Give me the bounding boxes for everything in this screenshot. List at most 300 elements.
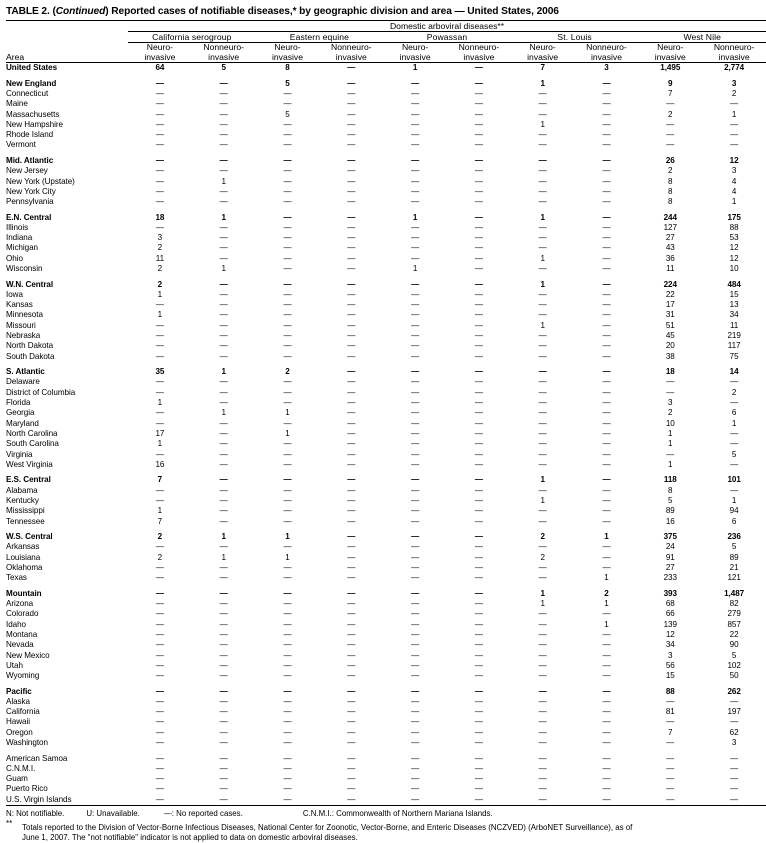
row-cell: 3 xyxy=(157,233,163,243)
row-cell: — xyxy=(411,243,420,253)
row-area-label: South Dakota xyxy=(6,351,55,361)
table-row xyxy=(6,630,766,640)
row-cell: — xyxy=(283,418,292,428)
row-cell: — xyxy=(666,774,675,784)
row-cell: — xyxy=(666,449,675,459)
row-cell: — xyxy=(538,629,547,639)
row-cell: — xyxy=(602,763,611,773)
row-cell: 1 xyxy=(604,531,609,541)
row-cell: 1 xyxy=(731,109,737,119)
row-cell: — xyxy=(219,351,228,361)
row-cell: 8 xyxy=(668,197,673,207)
row-cell: — xyxy=(283,686,292,696)
row-cell: 1 xyxy=(221,408,226,418)
row-area-label: New York City xyxy=(6,186,56,196)
row-cell: — xyxy=(538,696,547,706)
row-cell: — xyxy=(219,707,228,717)
row-cell: — xyxy=(283,573,292,583)
row-cell: — xyxy=(538,130,547,140)
row-cell: — xyxy=(219,300,228,310)
row-area-label: Kentucky xyxy=(6,495,39,505)
row-cell: — xyxy=(602,562,611,572)
row-cell: — xyxy=(602,629,611,639)
row-cell: 1 xyxy=(540,119,545,129)
row-cell: — xyxy=(538,367,547,377)
row-cell: 27 xyxy=(665,233,675,243)
row-cell: 2 xyxy=(157,279,163,289)
row-cell: — xyxy=(219,506,228,516)
row-cell: — xyxy=(602,197,611,207)
row-cell: — xyxy=(474,367,483,377)
row-cell: — xyxy=(602,109,611,119)
row-area-label: Virginia xyxy=(6,449,33,459)
row-cell: — xyxy=(411,784,420,794)
row-cell: — xyxy=(411,588,420,598)
row-cell: — xyxy=(474,351,483,361)
row-cell: 1 xyxy=(668,459,673,469)
row-cell: 3 xyxy=(731,166,737,176)
header-group-eastern-equine: Eastern equine xyxy=(256,32,384,43)
row-cell: 64 xyxy=(155,63,165,73)
header-row-sub xyxy=(6,43,766,63)
row-cell: — xyxy=(474,640,483,650)
row-cell: — xyxy=(730,784,739,794)
row-cell: — xyxy=(602,784,611,794)
row-cell: — xyxy=(602,155,611,165)
row-cell: 34 xyxy=(665,640,675,650)
row-area-label: Tennessee xyxy=(6,516,45,526)
row-cell: — xyxy=(538,794,547,804)
row-cell: 9 xyxy=(668,78,673,88)
row-cell: 1 xyxy=(668,439,673,449)
table-row xyxy=(6,352,766,362)
row-area-label: Mississippi xyxy=(6,506,45,516)
row-cell: — xyxy=(538,428,547,438)
row-area-label: Georgia xyxy=(6,408,35,418)
row-cell: — xyxy=(538,763,547,773)
row-cell: — xyxy=(347,475,356,485)
row-cell: — xyxy=(219,130,228,140)
sub-line2: invasive xyxy=(208,51,240,62)
table-row xyxy=(6,408,766,418)
sub-line2: invasive xyxy=(590,51,622,62)
row-cell: — xyxy=(155,671,164,681)
row-cell: 2 xyxy=(668,408,673,418)
row-cell: 7 xyxy=(157,475,163,485)
row-cell: — xyxy=(219,650,228,660)
sub-line1: Neuro- xyxy=(401,42,429,52)
row-cell: — xyxy=(219,542,228,552)
row-cell: — xyxy=(474,609,483,619)
row-cell: — xyxy=(538,640,547,650)
table-row xyxy=(6,707,766,717)
row-cell: 102 xyxy=(727,660,741,670)
row-cell: — xyxy=(411,717,420,727)
row-cell: — xyxy=(411,485,420,495)
row-cell: — xyxy=(474,289,483,299)
table-row xyxy=(6,110,766,120)
row-cell: — xyxy=(474,243,483,253)
sub-line1: Neuro- xyxy=(529,42,556,52)
row-cell: — xyxy=(219,495,228,505)
row-cell: — xyxy=(474,784,483,794)
row-cell: — xyxy=(411,562,420,572)
row-cell: 3 xyxy=(668,650,673,660)
row-cell: — xyxy=(347,598,356,608)
table-row xyxy=(6,63,766,74)
row-cell: — xyxy=(411,542,420,552)
row-cell: — xyxy=(730,439,739,449)
row-cell: — xyxy=(155,140,164,150)
row-cell: 7 xyxy=(540,63,545,73)
row-cell: 2 xyxy=(731,387,737,397)
table-row xyxy=(6,233,766,243)
row-area-label: Arizona xyxy=(6,598,34,608)
row-cell: — xyxy=(155,320,164,330)
row-cell: — xyxy=(155,727,164,737)
row-cell: 5 xyxy=(731,449,737,459)
header-sub-wn-neuro xyxy=(638,43,702,63)
row-cell: — xyxy=(155,222,164,232)
row-cell: — xyxy=(347,428,356,438)
row-cell: — xyxy=(283,629,292,639)
footnote-legend xyxy=(6,806,639,819)
row-cell: — xyxy=(538,140,547,150)
row-cell: — xyxy=(155,341,164,351)
row-cell: 10 xyxy=(665,418,675,428)
row-cell: — xyxy=(411,320,420,330)
table-row xyxy=(6,243,766,253)
row-cell: — xyxy=(411,78,420,88)
row-cell: — xyxy=(474,88,483,98)
row-cell: — xyxy=(666,130,675,140)
table-row xyxy=(6,599,766,609)
row-cell: — xyxy=(155,109,164,119)
row-cell: 91 xyxy=(665,552,675,562)
row-cell: — xyxy=(602,707,611,717)
row-cell: 2 xyxy=(668,109,673,119)
row-cell: — xyxy=(538,300,547,310)
row-cell: — xyxy=(602,753,611,763)
row-cell: — xyxy=(155,377,164,387)
row-cell: — xyxy=(411,459,420,469)
table-row xyxy=(6,419,766,429)
row-cell: 6 xyxy=(731,408,737,418)
row-cell: 262 xyxy=(727,686,741,696)
row-cell: — xyxy=(219,738,228,748)
row-cell: 1,495 xyxy=(660,63,681,73)
table-row xyxy=(6,728,766,738)
row-cell: — xyxy=(666,738,675,748)
row-cell: — xyxy=(347,331,356,341)
row-area-label: W.S. Central xyxy=(6,531,53,541)
row-area-label: E.N. Central xyxy=(6,212,52,222)
row-cell: — xyxy=(411,140,420,150)
row-cell: — xyxy=(411,660,420,670)
row-cell: 1 xyxy=(412,63,418,73)
row-cell: — xyxy=(730,696,739,706)
row-area-label: Rhode Island xyxy=(6,130,54,140)
row-cell: — xyxy=(155,300,164,310)
row-cell: — xyxy=(474,155,483,165)
row-cell: 12 xyxy=(729,155,739,165)
row-cell: — xyxy=(155,640,164,650)
table-row xyxy=(6,280,766,290)
table-row xyxy=(6,310,766,320)
row-cell: 13 xyxy=(729,300,739,310)
row-cell: — xyxy=(219,475,228,485)
row-cell: — xyxy=(474,598,483,608)
table-row xyxy=(6,496,766,506)
row-cell: — xyxy=(155,707,164,717)
row-cell: — xyxy=(474,727,483,737)
row-cell: — xyxy=(283,459,292,469)
row-cell: 5 xyxy=(285,78,290,88)
row-cell: 1 xyxy=(221,176,226,186)
row-area-label: Utah xyxy=(6,660,23,670)
row-cell: 15 xyxy=(729,289,739,299)
row-cell: — xyxy=(283,439,292,449)
row-area-label: Arkansas xyxy=(6,542,40,552)
row-cell: — xyxy=(411,552,420,562)
row-cell: — xyxy=(219,253,228,263)
row-cell: — xyxy=(283,398,292,408)
row-cell: — xyxy=(602,794,611,804)
row-cell: — xyxy=(347,531,356,541)
row-cell: — xyxy=(666,753,675,763)
row-cell: — xyxy=(602,377,611,387)
row-cell: — xyxy=(283,475,292,485)
row-cell: — xyxy=(538,738,547,748)
sub-line2: invasive xyxy=(718,51,750,62)
row-cell: 66 xyxy=(665,609,675,619)
legend-not-notifiable: N: Not notifiable. xyxy=(6,809,65,819)
row-cell: — xyxy=(411,531,420,541)
row-cell: 2 xyxy=(157,531,163,541)
row-cell: — xyxy=(474,516,483,526)
row-cell: — xyxy=(283,727,292,737)
row-cell: — xyxy=(283,264,292,274)
row-cell: — xyxy=(347,155,356,165)
row-cell: 375 xyxy=(663,531,677,541)
row-cell: — xyxy=(347,398,356,408)
row-cell: — xyxy=(538,459,547,469)
row-cell: — xyxy=(602,398,611,408)
row-cell: — xyxy=(411,88,420,98)
header-row-span xyxy=(6,21,766,32)
row-area-label: Louisiana xyxy=(6,552,41,562)
row-cell: — xyxy=(283,99,292,109)
row-cell: — xyxy=(411,774,420,784)
table-row xyxy=(6,223,766,233)
row-cell: — xyxy=(219,588,228,598)
row-cell: 53 xyxy=(729,233,739,243)
row-cell: — xyxy=(538,398,547,408)
row-cell: 1 xyxy=(540,475,545,485)
table-row xyxy=(6,140,766,150)
row-cell: — xyxy=(602,243,611,253)
row-cell: — xyxy=(602,264,611,274)
row-cell: — xyxy=(474,119,483,129)
row-cell: — xyxy=(283,763,292,773)
row-cell: — xyxy=(283,738,292,748)
row-cell: — xyxy=(347,650,356,660)
row-cell: — xyxy=(538,186,547,196)
row-area-label: Indiana xyxy=(6,233,33,243)
row-cell: — xyxy=(474,660,483,670)
row-area-label: North Dakota xyxy=(6,341,54,351)
row-cell: 5 xyxy=(731,542,737,552)
row-cell: — xyxy=(347,562,356,572)
table-row xyxy=(6,542,766,552)
row-area-label: Hawaii xyxy=(6,717,30,727)
notifiable-diseases-table xyxy=(6,20,766,806)
row-cell: — xyxy=(347,794,356,804)
row-cell: — xyxy=(538,341,547,351)
row-cell: — xyxy=(538,516,547,526)
row-cell: — xyxy=(474,63,483,73)
row-cell: — xyxy=(411,794,420,804)
row-cell: 11 xyxy=(729,320,739,330)
row-cell: — xyxy=(538,408,547,418)
row-cell: — xyxy=(538,686,547,696)
header-sub-pow-nonneuro xyxy=(447,43,511,63)
row-cell: — xyxy=(474,166,483,176)
row-cell: — xyxy=(347,351,356,361)
table-row xyxy=(6,341,766,351)
row-cell: — xyxy=(155,186,164,196)
row-cell: — xyxy=(219,439,228,449)
sub-line1: Nonneuro- xyxy=(713,42,755,52)
row-cell: 36 xyxy=(665,253,675,263)
row-area-label: California xyxy=(6,707,40,717)
row-cell: 1 xyxy=(604,573,609,583)
row-cell: — xyxy=(474,377,483,387)
row-cell: — xyxy=(155,598,164,608)
row-area-label: New Jersey xyxy=(6,166,48,176)
row-cell: — xyxy=(347,753,356,763)
row-cell: — xyxy=(283,774,292,784)
table-row xyxy=(6,589,766,599)
row-area-label: Maine xyxy=(6,99,28,109)
row-cell: 62 xyxy=(729,727,739,737)
row-cell: — xyxy=(347,717,356,727)
row-cell: — xyxy=(155,331,164,341)
row-cell: — xyxy=(155,588,164,598)
row-area-label: Texas xyxy=(6,573,27,583)
header-sub-cs-nonneuro xyxy=(192,43,256,63)
row-cell: — xyxy=(283,320,292,330)
row-cell: — xyxy=(474,650,483,660)
row-cell: — xyxy=(347,243,356,253)
row-cell: — xyxy=(730,774,739,784)
row-cell: — xyxy=(666,140,675,150)
row-cell: — xyxy=(347,186,356,196)
row-cell: — xyxy=(219,562,228,572)
row-area-label: United States xyxy=(6,63,58,73)
row-cell: — xyxy=(538,166,547,176)
row-cell: — xyxy=(283,212,292,222)
row-cell: — xyxy=(283,562,292,572)
row-cell: 1 xyxy=(731,418,737,428)
row-cell: — xyxy=(474,495,483,505)
row-cell: 1 xyxy=(285,552,290,562)
row-cell: — xyxy=(283,351,292,361)
row-cell: 236 xyxy=(727,531,741,541)
row-cell: — xyxy=(347,727,356,737)
row-cell: — xyxy=(474,212,483,222)
row-cell: — xyxy=(219,109,228,119)
row-cell: 3 xyxy=(604,63,609,73)
row-cell: 75 xyxy=(729,351,739,361)
row-area-label: Idaho xyxy=(6,619,27,629)
row-cell: 17 xyxy=(665,300,675,310)
row-cell: — xyxy=(411,155,420,165)
row-cell: 117 xyxy=(727,341,741,351)
table-row xyxy=(6,213,766,223)
row-cell: — xyxy=(283,331,292,341)
row-cell: 7 xyxy=(668,88,673,98)
legend-no-reported-cases: —: No reported cases. xyxy=(163,809,243,819)
row-cell: — xyxy=(283,449,292,459)
row-cell: 6 xyxy=(731,516,737,526)
row-cell: — xyxy=(602,279,611,289)
row-cell: — xyxy=(347,495,356,505)
row-cell: 3 xyxy=(731,738,737,748)
row-cell: — xyxy=(602,727,611,737)
table-row xyxy=(6,388,766,398)
row-cell: 2,774 xyxy=(724,63,745,73)
row-cell: — xyxy=(283,753,292,763)
table-row xyxy=(6,661,766,671)
row-cell: — xyxy=(219,686,228,696)
row-cell: — xyxy=(602,738,611,748)
row-cell: — xyxy=(219,573,228,583)
row-area-label: North Carolina xyxy=(6,428,58,438)
row-cell: — xyxy=(602,387,611,397)
row-cell: — xyxy=(155,130,164,140)
row-cell: — xyxy=(602,640,611,650)
row-cell: 82 xyxy=(729,598,739,608)
row-cell: — xyxy=(155,449,164,459)
row-cell: — xyxy=(538,109,547,119)
row-cell: — xyxy=(474,300,483,310)
row-cell: — xyxy=(474,738,483,748)
row-cell: 1 xyxy=(221,367,226,377)
row-cell: — xyxy=(411,253,420,263)
row-cell: 10 xyxy=(729,264,739,274)
row-cell: — xyxy=(219,640,228,650)
row-cell: — xyxy=(602,186,611,196)
row-cell: — xyxy=(411,300,420,310)
row-cell: — xyxy=(411,418,420,428)
row-cell: — xyxy=(347,552,356,562)
row-cell: — xyxy=(347,784,356,794)
row-area-label: Colorado xyxy=(6,609,39,619)
row-cell: — xyxy=(538,619,547,629)
title-prefix: TABLE 2. ( xyxy=(6,6,56,17)
table-row xyxy=(6,439,766,449)
row-cell: — xyxy=(474,449,483,459)
row-cell: — xyxy=(474,629,483,639)
row-cell: — xyxy=(666,377,675,387)
row-cell: 1 xyxy=(221,212,226,222)
table-row xyxy=(6,517,766,527)
row-cell: — xyxy=(155,573,164,583)
row-cell: — xyxy=(538,542,547,552)
row-cell: — xyxy=(411,629,420,639)
row-cell: — xyxy=(155,119,164,129)
